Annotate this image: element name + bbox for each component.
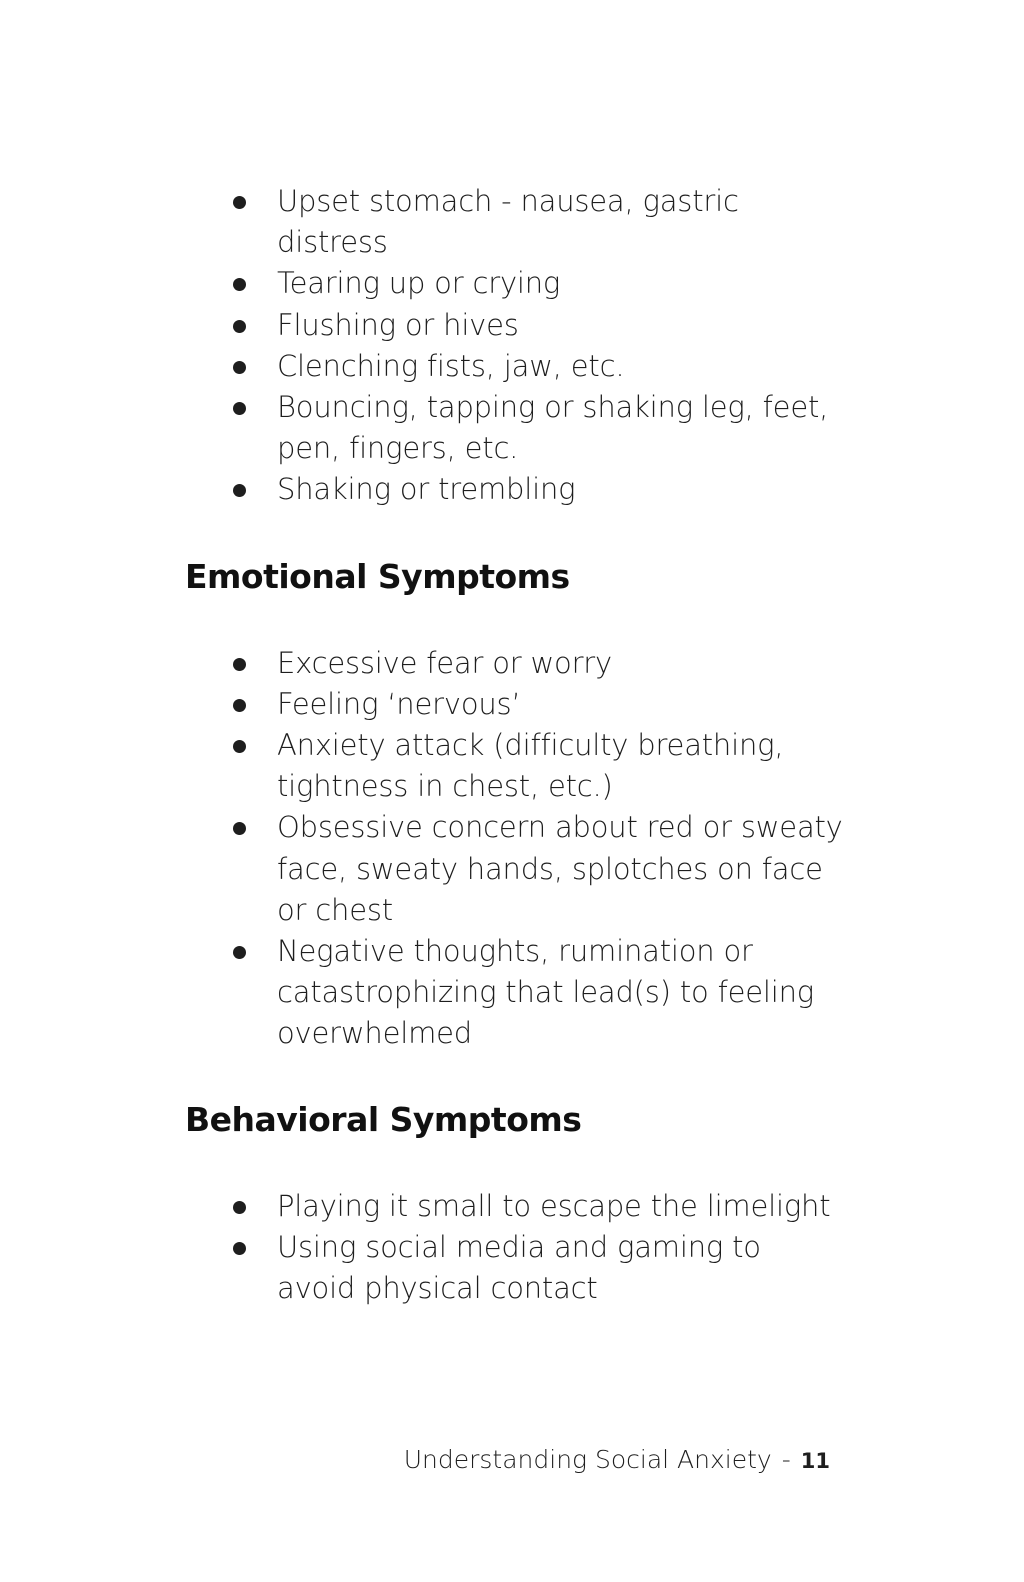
list-item-text: Flushing or hives: [277, 307, 519, 342]
list-item: [185, 346, 845, 387]
behavioral-symptoms-heading: Behavioral Symptoms: [185, 1099, 582, 1139]
page-content: [185, 181, 845, 1309]
page-number: 11: [800, 1449, 830, 1473]
list-item-text: Anxiety attack (difficulty breathing, tightness in chest, etc.): [277, 728, 784, 804]
bullet-icon: [233, 361, 246, 374]
bullet-icon: [233, 699, 246, 712]
bullet-icon: [233, 278, 246, 291]
physical-symptoms-list: [185, 181, 845, 511]
list-item-text: Bouncing, tapping or shaking leg, feet, pen, fingers, etc.: [277, 390, 829, 466]
bullet-icon: [233, 822, 246, 835]
list-item-text: Clenching fists, jaw, etc.: [277, 348, 625, 383]
list-item-text: Obsessive concern about red or sweaty face, sweaty hands, splotches on face or chest: [277, 810, 843, 927]
bullet-icon: [233, 402, 246, 415]
list-item: [185, 643, 845, 684]
bullet-icon: [233, 658, 246, 671]
list-item: [185, 263, 845, 304]
list-item: [185, 387, 845, 469]
list-item: [185, 1227, 845, 1309]
list-item-text: Feeling ‘nervous’: [277, 686, 521, 721]
list-item-text: Shaking or trembling: [277, 472, 576, 507]
list-item-text: Upset stomach - nausea, gastric distress: [277, 184, 739, 260]
list-item: [185, 1186, 845, 1227]
list-item: [185, 725, 845, 807]
list-item: [185, 181, 845, 263]
page-footer: [404, 1445, 830, 1474]
bullet-icon: [233, 1242, 246, 1255]
bullet-icon: [233, 196, 246, 209]
list-item: [185, 305, 845, 346]
list-item-text: Excessive fear or worry: [277, 645, 612, 680]
list-item-text: Using social media and gaming to avoid physical contact: [277, 1229, 761, 1306]
list-item-text: Tearing up or crying: [277, 266, 561, 301]
emotional-symptoms-list: [185, 643, 845, 1055]
bullet-icon: [233, 1201, 246, 1214]
list-item-text: Playing it small to escape the limelight: [277, 1188, 831, 1223]
bullet-icon: [233, 740, 246, 753]
list-item: [185, 684, 845, 725]
footer-book-title: Understanding Social Anxiety: [403, 1445, 772, 1474]
footer-separator: -: [781, 1445, 791, 1474]
list-item: [185, 807, 845, 931]
list-item-text: Negative thoughts, rumination or catastrophizing that lead(s) to feeling overwhelmed: [277, 934, 814, 1051]
bullet-icon: [233, 320, 246, 333]
list-item: [185, 469, 845, 510]
list-item: [185, 931, 845, 1055]
emotional-symptoms-heading: Emotional Symptoms: [185, 556, 570, 596]
bullet-icon: [233, 484, 246, 497]
behavioral-symptoms-list: [185, 1186, 845, 1310]
bullet-icon: [233, 946, 246, 959]
